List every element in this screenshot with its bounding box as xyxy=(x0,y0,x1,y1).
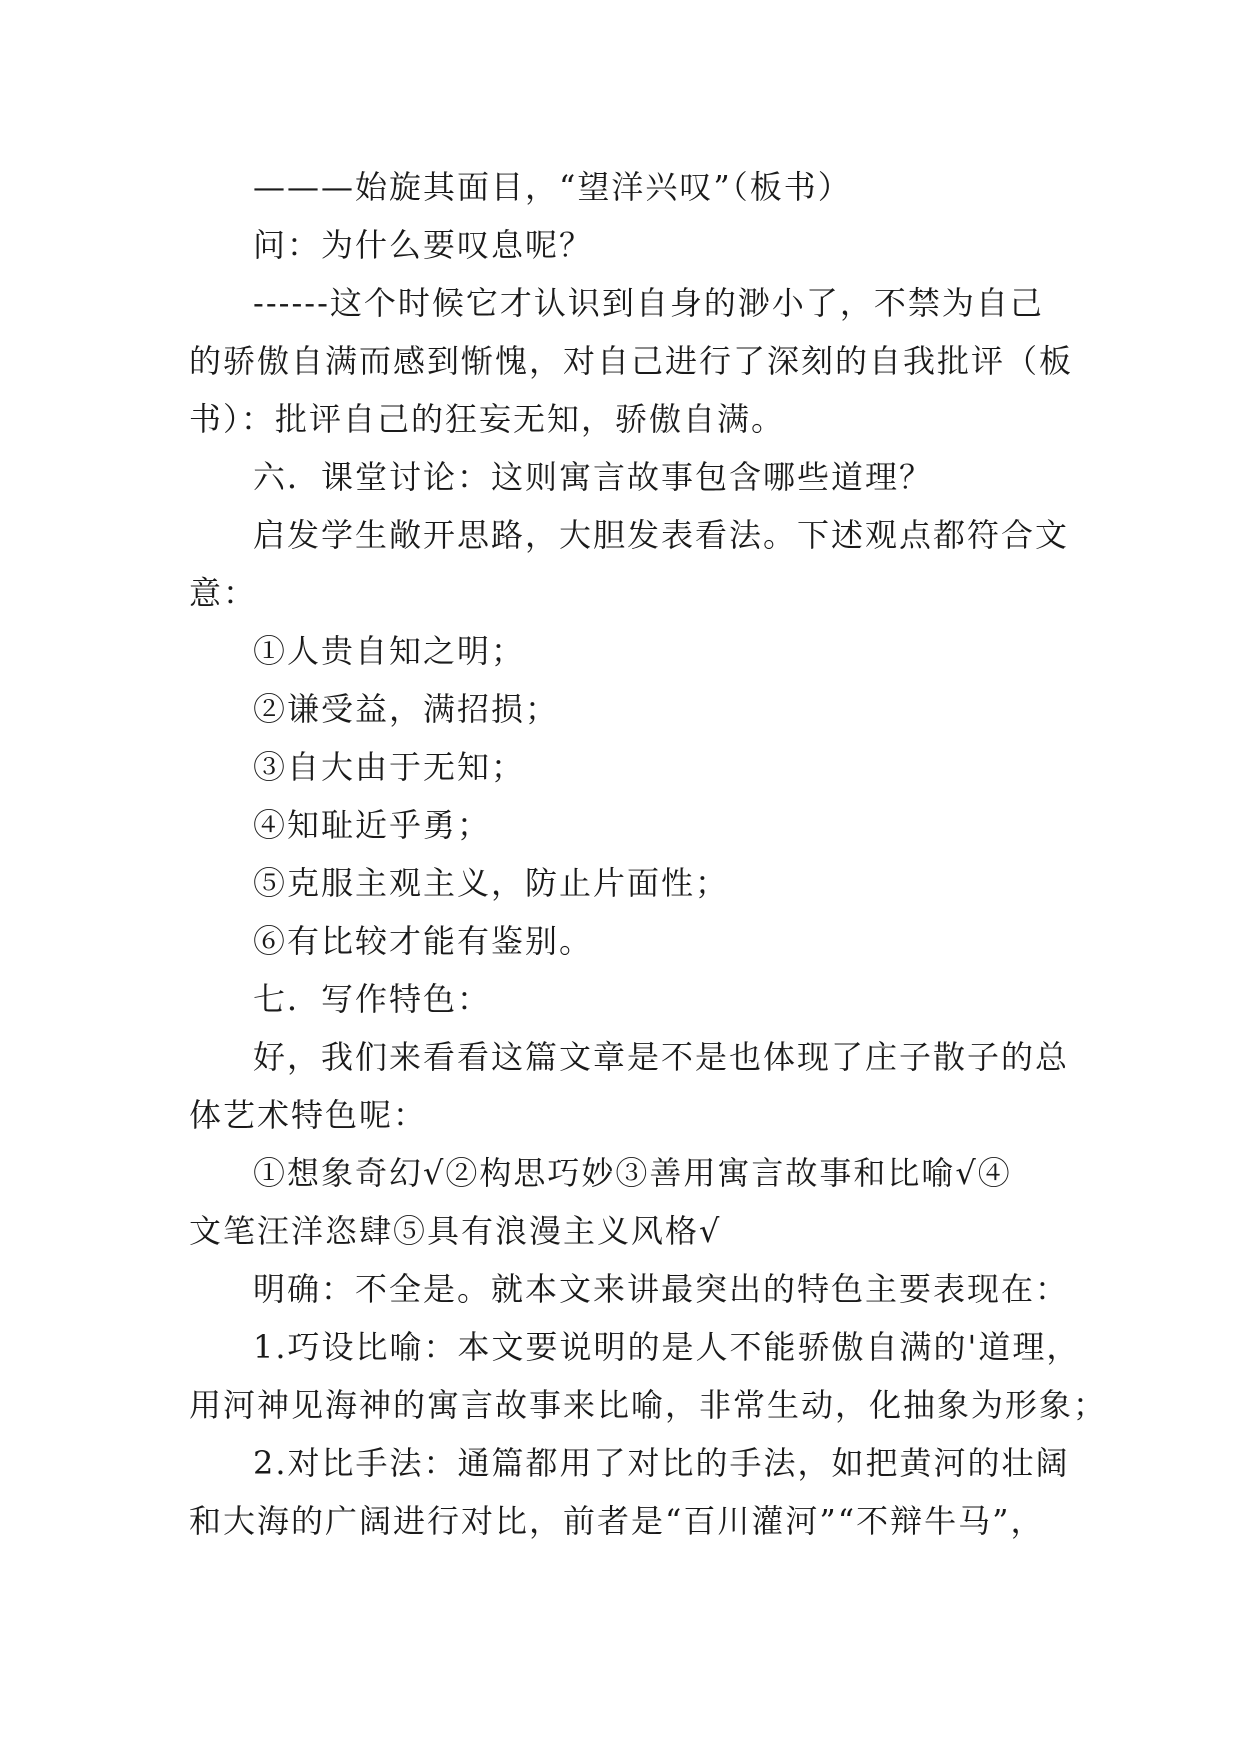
paragraph-line: ———始旋其面目，“望洋兴叹”（板书） xyxy=(253,168,852,206)
paragraph-line: 用河神见海神的寓言故事来比喻，非常生动，化抽象为形象； xyxy=(189,1386,1108,1424)
paragraph-line: 和大海的广阔进行对比，前者是“百川灌河”“不辩牛马”， xyxy=(189,1502,1045,1540)
paragraph-line: 2.对比手法：通篇都用了对比的手法，如把黄河的壮阔 xyxy=(253,1444,1070,1482)
paragraph-line: 意： xyxy=(189,574,258,612)
paragraph-line: 明确：不全是。就本文来讲最突出的特色主要表现在： xyxy=(253,1270,1070,1308)
paragraph-line: 问：为什么要叹息呢？ xyxy=(253,226,594,264)
paragraph-line: ①想象奇幻√②构思巧妙③善用寓言故事和比喻√④ xyxy=(253,1154,1012,1192)
list-item: ②谦受益，满招损； xyxy=(253,690,560,728)
paragraph-line: 的骄傲自满而感到惭愧，对自己进行了深刻的自我批评（板 xyxy=(189,342,1074,380)
paragraph-line: 书）：批评自己的狂妄无知，骄傲自满。 xyxy=(189,400,786,438)
paragraph-line: 1.巧设比喻：本文要说明的是人不能骄傲自满的'道理， xyxy=(253,1328,1081,1366)
list-item: ⑥有比较才能有鉴别。 xyxy=(253,922,594,960)
list-item: ③自大由于无知； xyxy=(253,748,526,786)
section-heading: 六．课堂讨论：这则寓言故事包含哪些道理？ xyxy=(253,458,934,496)
paragraph-line: 启发学生敞开思路，大胆发表看法。下述观点都符合文 xyxy=(253,516,1070,554)
document-body xyxy=(189,158,1108,1550)
list-item: ④知耻近乎勇； xyxy=(253,806,492,844)
section-heading: 七．写作特色： xyxy=(253,980,492,1018)
paragraph-line: 好，我们来看看这篇文章是不是也体现了庄子散子的总 xyxy=(253,1038,1070,1076)
paragraph-line: 体艺术特色呢： xyxy=(189,1096,428,1134)
list-item: ①人贵自知之明； xyxy=(253,632,526,670)
list-item: ⑤克服主观主义，防止片面性； xyxy=(253,864,730,902)
paragraph-line: ------这个时候它才认识到自身的渺小了，不禁为自己 xyxy=(253,284,1044,322)
paragraph-line: 文笔汪洋恣肆⑤具有浪漫主义风格√ xyxy=(189,1212,722,1250)
